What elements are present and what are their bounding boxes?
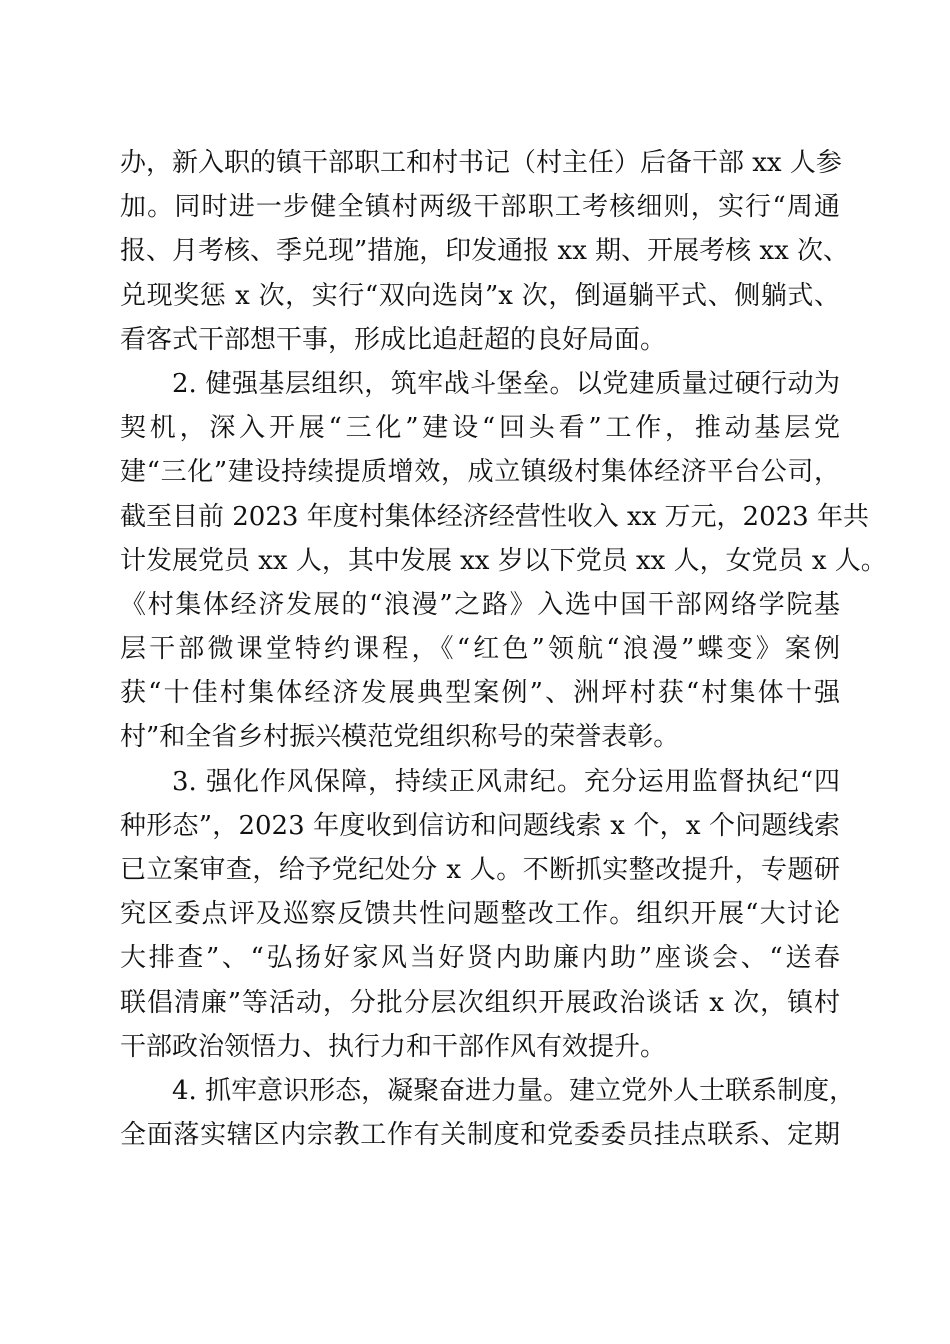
text-line: 加。同时进一步健全镇村两级干部职工考核细则，实行“周通 — [120, 192, 840, 223]
text-line: 建“三化”建设持续提质增效，成立镇级村集体经济平台公司， — [120, 457, 840, 488]
text-line: 已立案审查，给予党纪处分 x 人。不断抓实整改提升，专题研 — [120, 855, 840, 885]
text-line: 层干部微课堂特约课程，《“红色”领航“浪漫”蝶变》案例 — [120, 634, 840, 665]
text-line: 看客式干部想干事，形成比追赶超的良好局面。 — [120, 324, 667, 355]
text-line: 兑现奖惩 x 次，实行“双向选岗”x 次，倒逼躺平式、侧躺式、 — [120, 280, 840, 311]
text-line: 种形态”，2023 年度收到信访和问题线索 x 个，x 个问题线索 — [120, 810, 840, 841]
text-line: 干部政治领悟力、执行力和干部作风有效提升。 — [120, 1031, 667, 1062]
text-line: 《村集体经济发展的“浪漫”之路》入选中国干部网络学院基 — [120, 589, 840, 620]
text-line: 截至目前 2023 年度村集体经济经营性收入 xx 万元，2023 年共 — [120, 501, 869, 532]
text-line: 办，新入职的镇干部职工和村书记（村主任）后备干部 xx 人参 — [120, 148, 842, 178]
paragraph-heading-line: 3. 强化作风保障，持续正风肃纪。充分运用监督执纪“四 — [172, 766, 840, 797]
document-body — [120, 141, 887, 1157]
text-line: 计发展党员 xx 人，其中发展 xx 岁以下党员 xx 人，女党员 x 人。 — [120, 545, 887, 576]
text-line: 全面落实辖区内宗教工作有关制度和党委委员挂点联系、定期 — [120, 1120, 840, 1151]
text-line: 契机，深入开展“三化”建设“回头看”工作，推动基层党 — [120, 413, 840, 444]
text-line: 报、月考核、季兑现”措施，印发通报 xx 期、开展考核 xx 次、 — [120, 236, 850, 267]
text-line: 究区委点评及巡察反馈共性问题整改工作。组织开展“大讨论 — [120, 899, 840, 930]
text-line: 村”和全省乡村振兴模范党组织称号的荣誉表彰。 — [120, 722, 680, 753]
paragraph-heading-line: 2. 健强基层组织，筑牢战斗堡垒。以党建质量过硬行动为 — [172, 368, 840, 399]
text-line: 大排查”、“弘扬好家风当好贤内助廉内助”座谈会、“送春 — [120, 943, 840, 974]
text-line: 联倡清廉”等活动，分批分层次组织开展政治谈话 x 次，镇村 — [120, 987, 840, 1018]
paragraph-heading-line: 4. 抓牢意识形态，凝聚奋进力量。建立党外人士联系制度， — [172, 1075, 856, 1106]
text-line: 获“十佳村集体经济发展典型案例”、洲坪村获“村集体十强 — [120, 678, 840, 709]
